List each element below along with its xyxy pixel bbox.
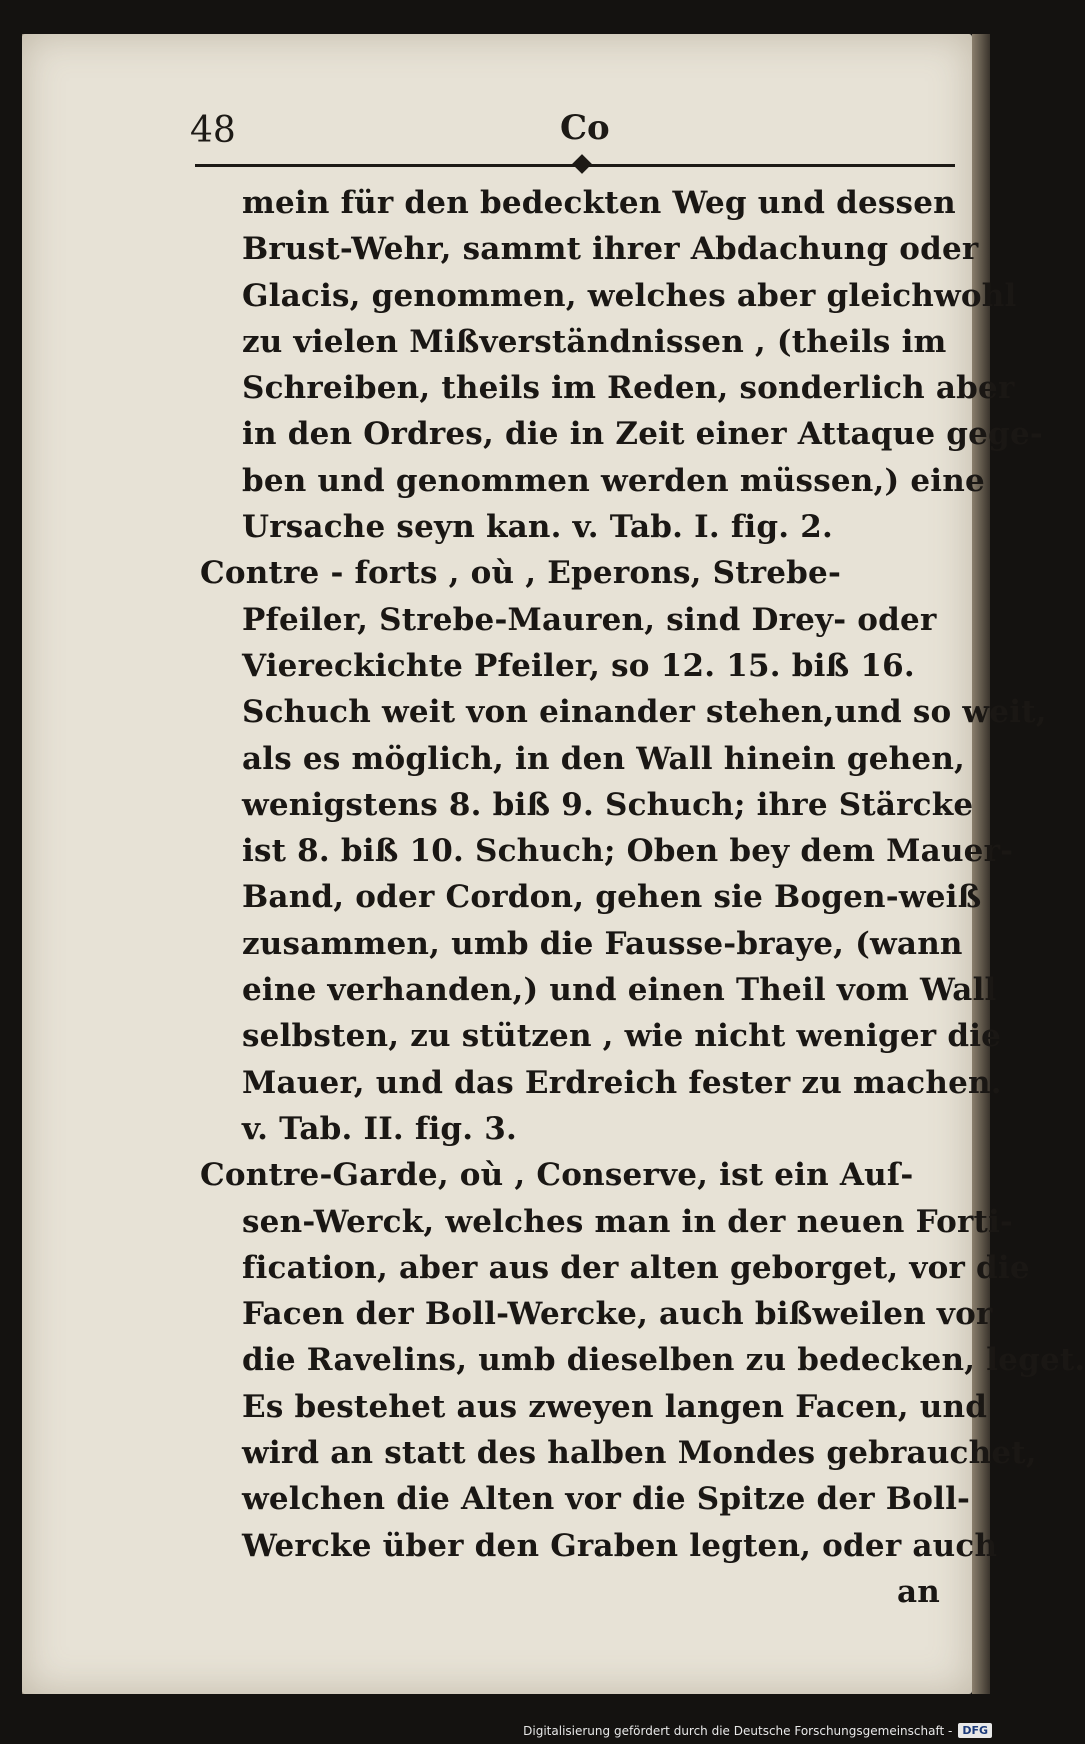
text-line: v. Tab. II. fig. 3. [242, 1110, 518, 1147]
text-line: Schuch weit von einander stehen,und so weit, [242, 694, 1047, 731]
text-line: fication, aber aus der alten geborget, vor die [242, 1249, 1030, 1286]
text-line: Facen der Boll-Wercke, auch bißweilen vor [242, 1296, 993, 1333]
text-line: Mauer, und das Erdreich fester zu machen. [242, 1064, 1002, 1101]
text-line: Ursache seyn kan. v. Tab. I. fig. 2. [242, 509, 833, 546]
text-line: ben und genommen werden müssen,) eine [242, 462, 985, 499]
text-line: selbsten, zu stützen , wie nicht weniger die [242, 1018, 1002, 1055]
text-line: zusammen, umb die Fausse-braye, (wann [242, 925, 963, 962]
text-line: wird an statt des halben Mondes gebrauchet, [242, 1435, 1037, 1472]
text-line: die Ravelins, umb dieselben zu bedecken, leget. [242, 1342, 1085, 1379]
text-line: Brust-Wehr, sammt ihrer Abdachung oder [242, 231, 979, 268]
credit-text: Digitalisierung gefördert durch die Deutsche Forschungsgemeinschaft - [523, 1723, 953, 1738]
digitization-credit [523, 1723, 992, 1738]
text-line: Glacis, genommen, welches aber gleichwohl [242, 277, 1017, 314]
text-line: ist 8. biß 10. Schuch; Oben bey dem Mauer- [242, 833, 1014, 870]
text-line: als es möglich, in den Wall hinein gehen, [242, 740, 966, 777]
text-line: wenigstens 8. biß 9. Schuch; ihre Stärcke [242, 786, 974, 823]
running-head: Co [560, 108, 610, 148]
text-line: zu vielen Mißverständnissen , (theils im [242, 323, 947, 360]
body-text [200, 180, 1085, 1615]
entry-heading-line: Contre - forts , où , Eperons, Strebe- [200, 555, 842, 592]
entry-heading-line: Contre-Garde, où , Conserve, ist ein Auſ- [200, 1157, 914, 1194]
text-line: Viereckichte Pfeiler, so 12. 15. biß 16. [242, 647, 915, 684]
text-line: in den Ordres, die in Zeit einer Attaque gege- [242, 416, 1043, 453]
text-line: eine verhanden,) und einen Theil vom Wall [242, 972, 997, 1009]
text-line: Schreiben, theils im Reden, sonderlich aber [242, 370, 1015, 407]
text-line: welchen die Alten vor die Spitze der Boll- [242, 1481, 971, 1518]
text-line: sen-Werck, welches man in der neuen Forti- [242, 1203, 1014, 1240]
text-line: Es bestehet aus zweyen langen Facen, und [242, 1388, 988, 1425]
text-line: Band, oder Cordon, gehen sie Bogen-weiß [242, 879, 982, 916]
dfg-logo: DFG [958, 1723, 992, 1738]
text-line: Pfeiler, Strebe-Mauren, sind Drey- oder [242, 601, 937, 638]
text-line: mein für den bedeckten Weg und dessen [242, 185, 956, 221]
page-number: 48 [190, 110, 236, 151]
catchword: an [896, 1573, 940, 1610]
text-line: Wercke über den Graben legten, oder auch [242, 1527, 998, 1564]
